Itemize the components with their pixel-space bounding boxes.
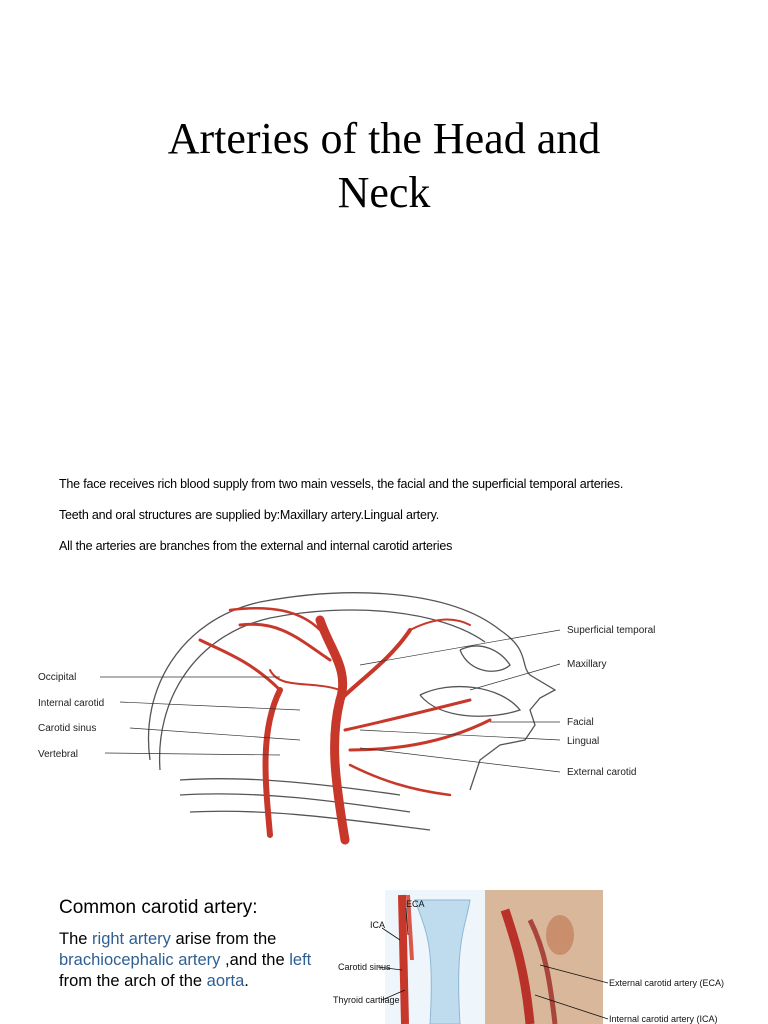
section-body bbox=[59, 929, 339, 992]
label-facial: Facial bbox=[567, 717, 594, 728]
section-heading: Common carotid artery: bbox=[59, 897, 258, 918]
title-line-2: Neck bbox=[337, 168, 431, 217]
term-right-artery: right artery bbox=[92, 930, 171, 948]
paragraph-carotid-branches: All the arteries are branches from the external and internal carotid arteries bbox=[59, 539, 453, 553]
body-text: ,and the bbox=[220, 951, 290, 969]
label-occipital: Occipital bbox=[38, 672, 77, 683]
label-carotid-sinus: Carotid sinus bbox=[38, 723, 97, 734]
label-thyroid-cartilage: Thyroid cartilage bbox=[333, 995, 400, 1005]
label-external-carotid: External carotid bbox=[567, 767, 637, 778]
dissection-tissue bbox=[546, 915, 574, 955]
label-internal-carotid: Internal carotid bbox=[38, 698, 105, 709]
term-brachiocephalic-artery: brachiocephalic artery bbox=[59, 951, 221, 969]
label-vertebral: Vertebral bbox=[38, 749, 79, 760]
paragraph-face-supply: The face receives rich blood supply from two main vessels, the facial and the superficial temporal arteries. bbox=[59, 477, 624, 491]
label-ica: ICA bbox=[370, 920, 386, 930]
body-text: The bbox=[59, 930, 93, 948]
label-internal-carotid-ica: Internal carotid artery (ICA) bbox=[609, 1014, 718, 1024]
carotid-vessel bbox=[402, 895, 405, 1024]
term-aorta: aorta bbox=[206, 972, 245, 990]
body-text: arise from the bbox=[170, 930, 277, 948]
artery-network bbox=[200, 608, 490, 840]
term-left: left bbox=[289, 951, 312, 969]
label-maxillary: Maxillary bbox=[567, 659, 607, 670]
page-title bbox=[0, 112, 768, 220]
body-text: from the arch of the bbox=[59, 972, 207, 990]
head-outline bbox=[148, 593, 555, 830]
label-lingual: Lingual bbox=[567, 736, 600, 747]
title-line-1: Arteries of the Head and bbox=[167, 114, 601, 163]
paragraph-oral-supply: Teeth and oral structures are supplied by:Maxillary artery.Lingual artery. bbox=[59, 508, 440, 522]
label-carotid-sinus-2: Carotid sinus bbox=[338, 962, 391, 972]
carotid-figure bbox=[330, 880, 725, 1024]
label-external-carotid-eca: External carotid artery (ECA) bbox=[609, 978, 725, 988]
body-text: . bbox=[244, 972, 249, 990]
head-neck-arteries-figure bbox=[30, 580, 730, 845]
label-eca: ECA bbox=[406, 899, 425, 909]
label-superficial-temporal: Superficial temporal bbox=[567, 625, 656, 636]
